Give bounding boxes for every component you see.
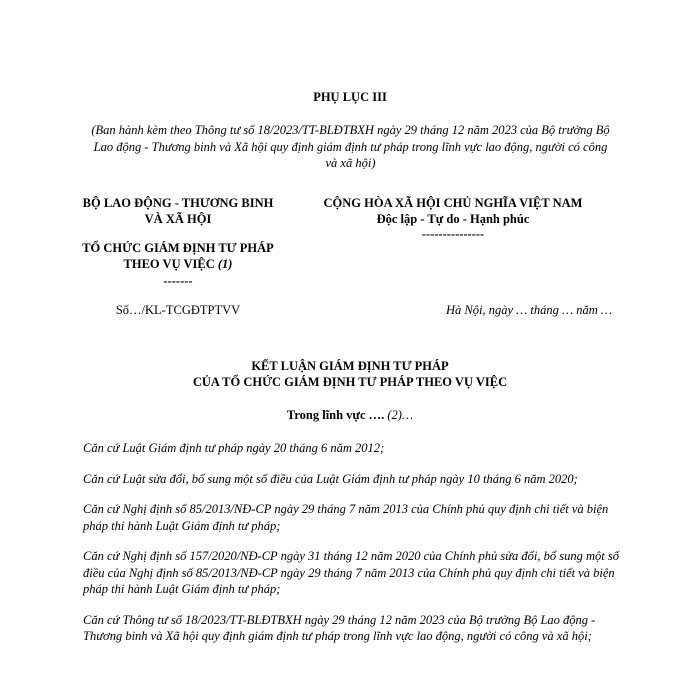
field-label: Trong lĩnh vực …. bbox=[286, 408, 385, 422]
issuer-block bbox=[78, 195, 278, 288]
ministry-name: BỘ LAO ĐỘNG - THƯƠNG BINH VÀ XÃ HỘI bbox=[82, 196, 274, 226]
field-line bbox=[0, 407, 700, 423]
legal-basis-item: Căn cứ Luật sửa đổi, bổ sung một số điều của Luật Giám định tư pháp ngày 10 tháng 6 năm 2020; bbox=[83, 471, 578, 486]
footnote-ref-1: (1) bbox=[217, 257, 233, 271]
appendix-note: (Ban hành kèm theo Thông tư số 18/2023/TT-BLĐTBXH ngày 29 tháng 12 năm 2023 của Bộ trưởng Bộ Lao động - Thương binh và Xã hội quy định giám định tư pháp trong lĩnh vực lao động, người có công và xã hội) bbox=[91, 123, 610, 170]
nation-block bbox=[293, 195, 613, 241]
document-title bbox=[0, 358, 700, 390]
footnote-ref-2: (2)… bbox=[384, 408, 414, 422]
legal-basis-item: Căn cứ Luật Giám định tư pháp ngày 20 tháng 6 năm 2012; bbox=[83, 441, 385, 455]
organization-text: TỔ CHỨC GIÁM ĐỊNH TƯ PHÁP THEO VỤ VIỆC bbox=[82, 241, 274, 271]
appendix-title: PHỤ LỤC III bbox=[313, 90, 387, 104]
organization-name bbox=[78, 240, 278, 272]
legal-basis-item: Căn cứ Nghị định số 85/2013/NĐ-CP ngày 29 tháng 7 năm 2013 của Chính phủ quy định chi tiết và biện pháp thi hành Luật Giám định tư pháp; bbox=[83, 502, 609, 533]
nation-divider: --------------- bbox=[421, 227, 485, 241]
place-date: Hà Nội, ngày … tháng … năm … bbox=[446, 303, 612, 317]
legal-basis-item: Căn cứ Nghị định số 157/2020/NĐ-CP ngày 31 tháng 12 năm 2020 của Chính phủ sửa đổi, bổ sung một số điều của Nghị định số 85/2013/NĐ-CP ngày 29 tháng 7 năm 2013 của Chính phủ quy định chi tiết và biện pháp thi hành Luật Giám định tư pháp; bbox=[83, 549, 619, 596]
issuer-divider: ------- bbox=[163, 274, 193, 288]
document-title-line-2: CỦA TỔ CHỨC GIÁM ĐỊNH TƯ PHÁP THEO VỤ VIỆC bbox=[192, 375, 508, 389]
nation-motto: Độc lập - Tự do - Hạnh phúc bbox=[376, 212, 530, 226]
document-number: Số…/KL-TCGĐTPTVV bbox=[115, 303, 241, 317]
nation-name: CỘNG HÒA XÃ HỘI CHỦ NGHĨA VIỆT NAM bbox=[323, 196, 583, 210]
legal-basis-item: Căn cứ Thông tư số 18/2023/TT-BLĐTBXH ngày 29 tháng 12 năm 2023 của Bộ trưởng Bộ Lao động - Thương binh và Xã hội quy định giám định tư pháp trong lĩnh vực lao động, người có công và xã hội; bbox=[83, 612, 596, 643]
legal-basis-list bbox=[83, 440, 619, 659]
document-title-line-1: KẾT LUẬN GIÁM ĐỊNH TƯ PHÁP bbox=[251, 359, 449, 373]
